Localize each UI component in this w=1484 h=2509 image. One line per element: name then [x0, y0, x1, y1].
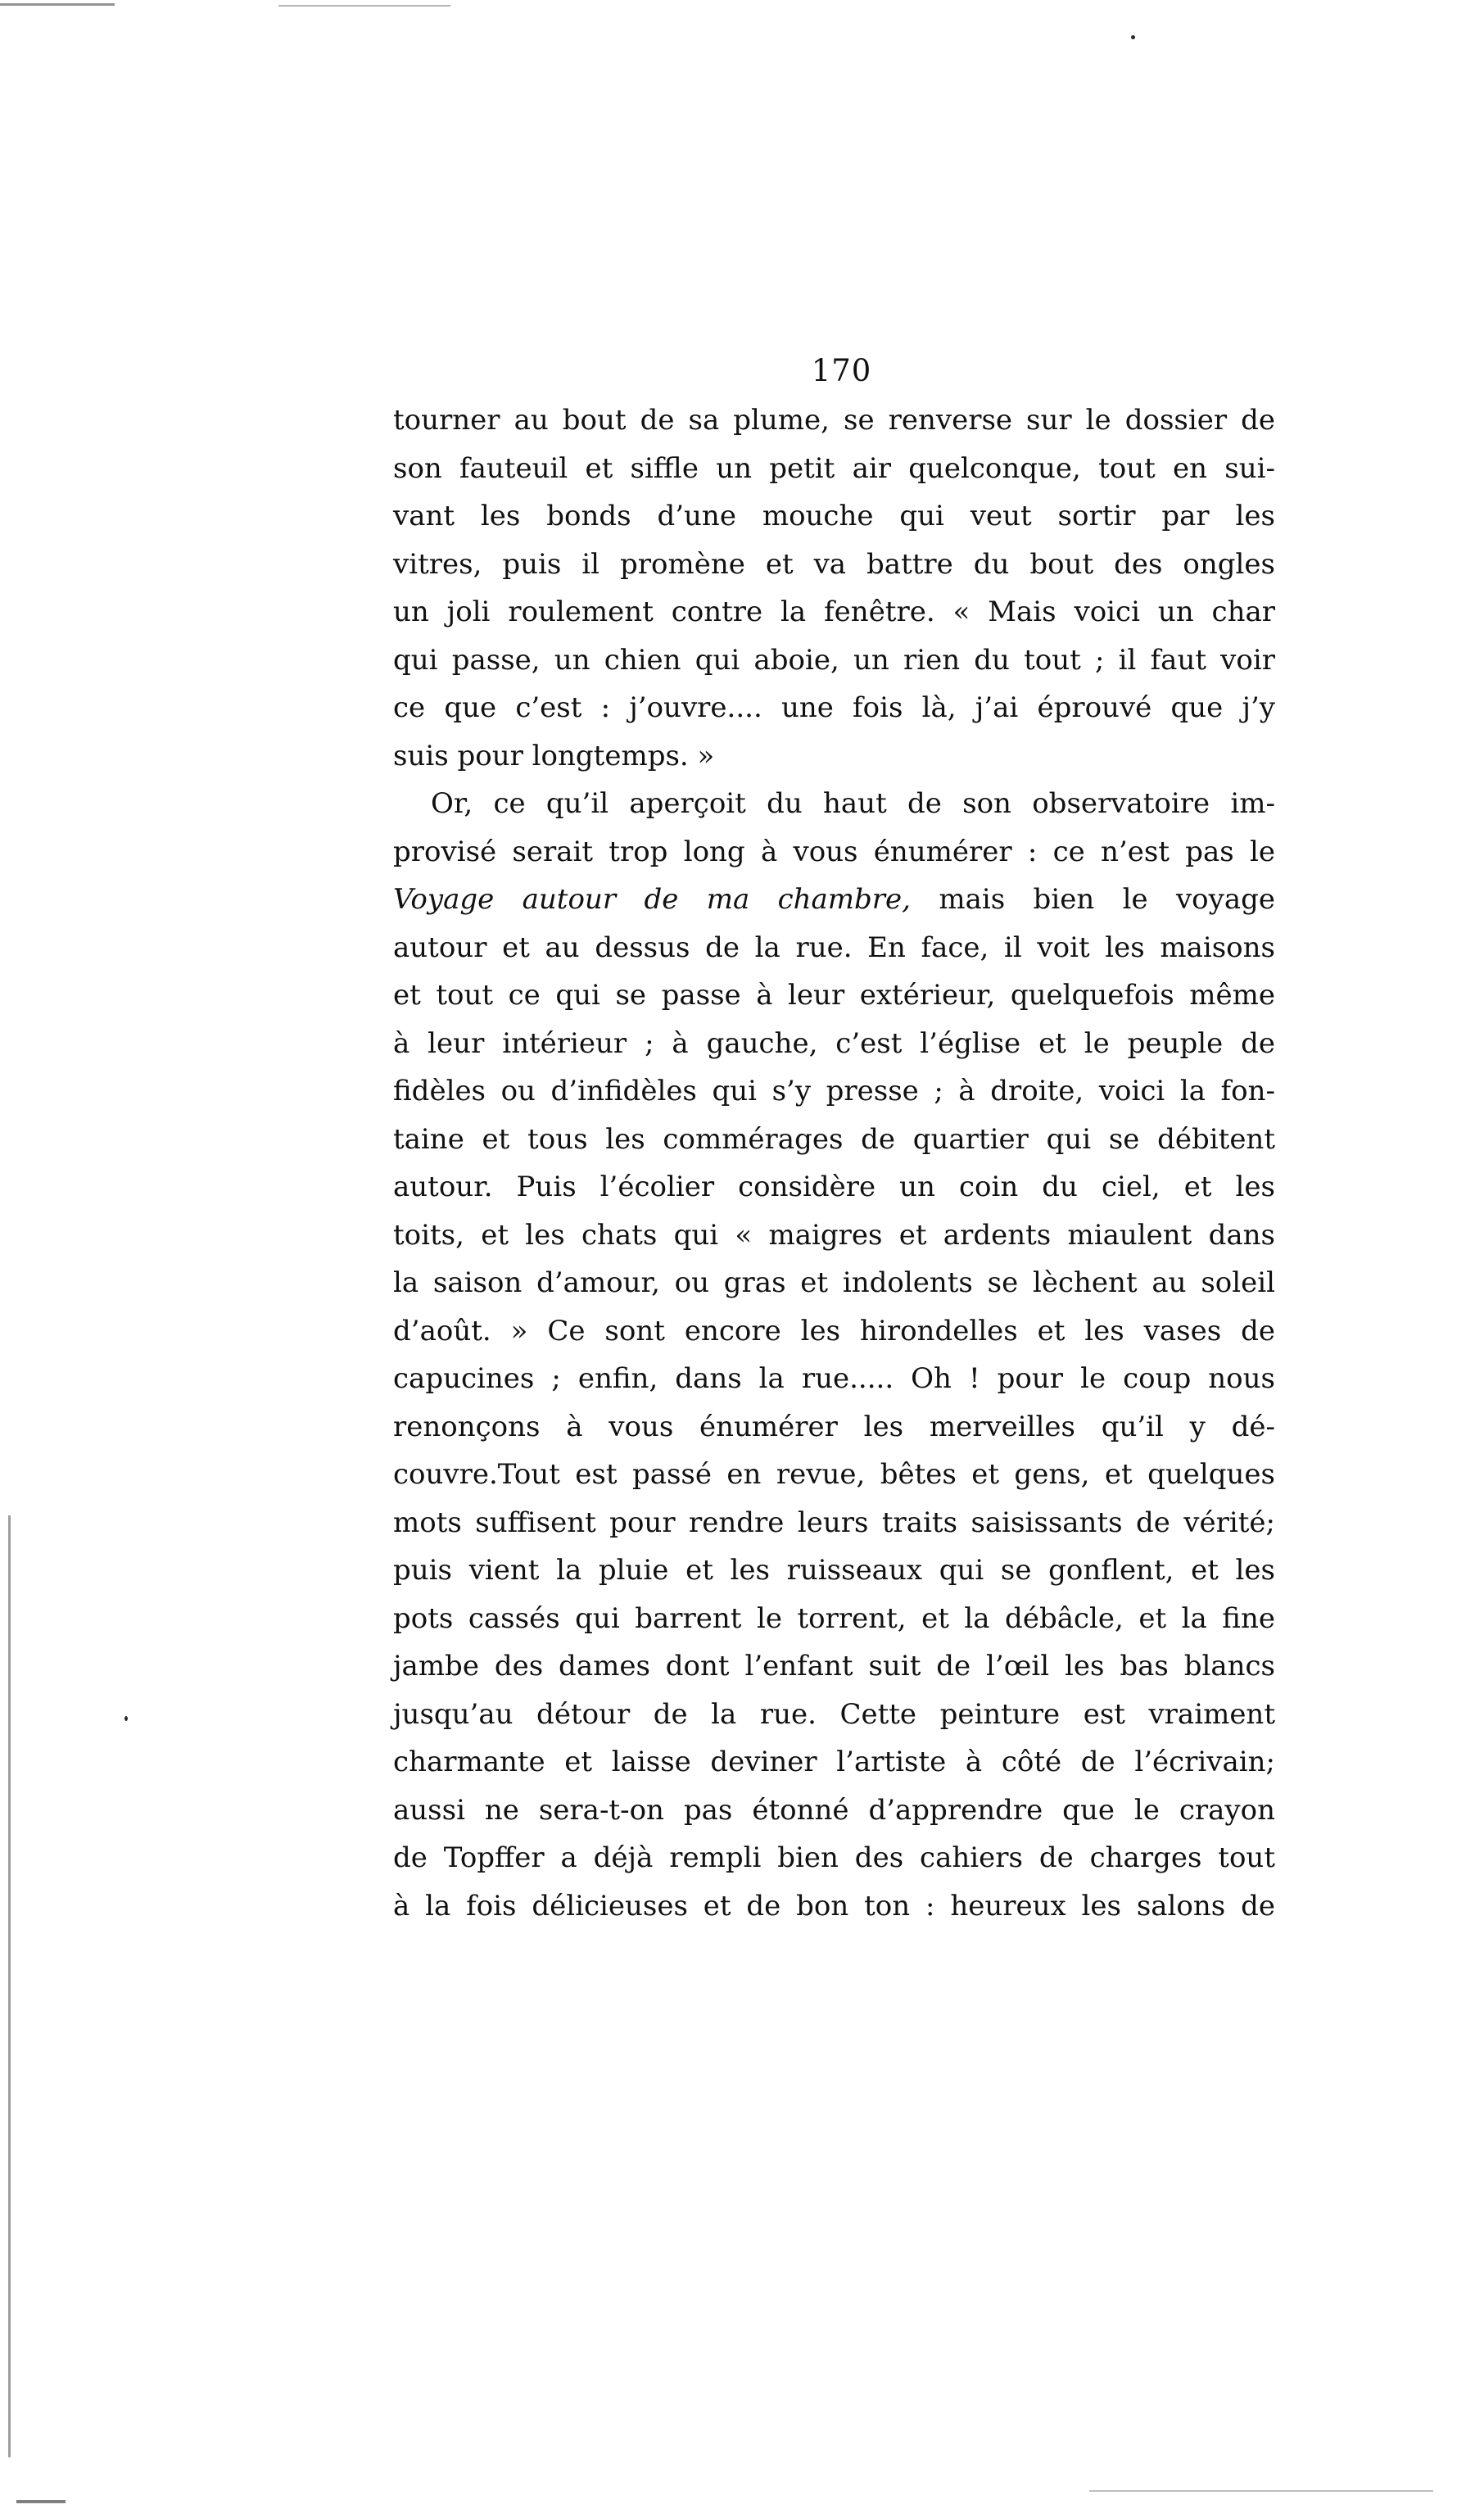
text-line: suis pour longtemps. » [393, 739, 715, 772]
text-line: pots cassés qui barrent le torrent, et la débâcle, et la fine [393, 1601, 1275, 1635]
paragraph-1 [393, 396, 1275, 780]
scan-artifact-bottom-left [16, 2500, 66, 2503]
text-line: et tout ce qui se passe à leur extérieur, quelquefois même [393, 979, 1275, 1012]
scan-artifact-bottom-right [1089, 2490, 1433, 2492]
text-line: mots suffisent pour rendre leurs traits saisissants de vérité; [393, 1506, 1275, 1539]
text-line: de Topffer a déjà rempli bien des cahiers de charges tout [393, 1841, 1275, 1874]
scan-artifact-top-right [278, 5, 450, 7]
paragraph-2 [393, 780, 1275, 1930]
text-line: son fauteuil et siffle un petit air quelconque, tout en sui- [393, 451, 1275, 485]
scan-artifact-top [0, 3, 115, 6]
book-title-italic: Voyage autour de ma chambre, [393, 883, 911, 916]
text-line: vitres, puis il promène et va battre du bout des ongles [393, 547, 1275, 581]
text-line: tourner au bout de sa plume, se renverse sur le dossier de [393, 404, 1275, 437]
text-line: couvre.Tout est passé en revue, bêtes et gens, et quelques [393, 1458, 1275, 1491]
text-line: renonçons à vous énumérer les merveilles qu’il y dé- [393, 1410, 1275, 1443]
text-line: puis vient la pluie et les ruisseaux qui se gonflent, et les [393, 1554, 1275, 1587]
text-line: d’août. » Ce sont encore les hirondelles et les vases de [393, 1314, 1275, 1347]
scan-artifact-dot [1131, 35, 1135, 39]
text-line: fidèles ou d’infidèles qui s’y presse ; à droite, voici la fon- [393, 1075, 1275, 1107]
text-line: jambe des dames dont l’enfant suit de l’œil les bas blancs [393, 1650, 1275, 1682]
text-line: jusqu’au détour de la rue. Cette peinture est vraiment [393, 1697, 1275, 1731]
page-number: 170 [811, 353, 872, 388]
text-line: toits, et les chats qui « maigres et ardents miaulent dans [393, 1218, 1275, 1252]
text-line: taine et tous les commérages de quartier qui se débitent [393, 1122, 1275, 1156]
text-line: à la fois délicieuses et de bon ton : heureux les salons de [393, 1889, 1275, 1923]
text-line: Or, ce qu’il aperçoit du haut de son observatoire im- [431, 787, 1275, 820]
text-line-rest: mais bien le voyage [939, 883, 1275, 916]
text-line: autour et au dessus de la rue. En face, il voit les maisons [393, 931, 1275, 964]
text-line: ce que c’est : j’ouvre.... une fois là, j’ai éprouvé que j’y [393, 691, 1275, 724]
text-line: provisé serait trop long à vous énumérer : ce n’est pas le [393, 835, 1275, 868]
text-line: un joli roulement contre la fenêtre. « Mais voici un char [393, 596, 1275, 628]
text-line: capucines ; enfin, dans la rue..... Oh ! pour le coup nous [393, 1362, 1275, 1395]
page-body [393, 396, 1275, 1930]
text-line-with-title [393, 876, 1275, 924]
text-line: la saison d’amour, ou gras et indolents se lèchent au soleil [393, 1266, 1275, 1299]
scan-artifact-left-edge [8, 1515, 11, 2457]
text-line: aussi ne sera-t-on pas étonné d’apprendre que le crayon [393, 1793, 1275, 1827]
scan-artifact-dot-left [124, 1716, 128, 1721]
text-line: vant les bonds d’une mouche qui veut sortir par les [393, 500, 1275, 532]
text-line: charmante et laisse deviner l’artiste à côté de l’écrivain; [393, 1746, 1275, 1778]
text-line: autour. Puis l’écolier considère un coin du ciel, et les [393, 1171, 1275, 1203]
text-line: à leur intérieur ; à gauche, c’est l’église et le peuple de [393, 1026, 1275, 1060]
text-line: qui passe, un chien qui aboie, un rien du tout ; il faut voir [393, 643, 1275, 677]
